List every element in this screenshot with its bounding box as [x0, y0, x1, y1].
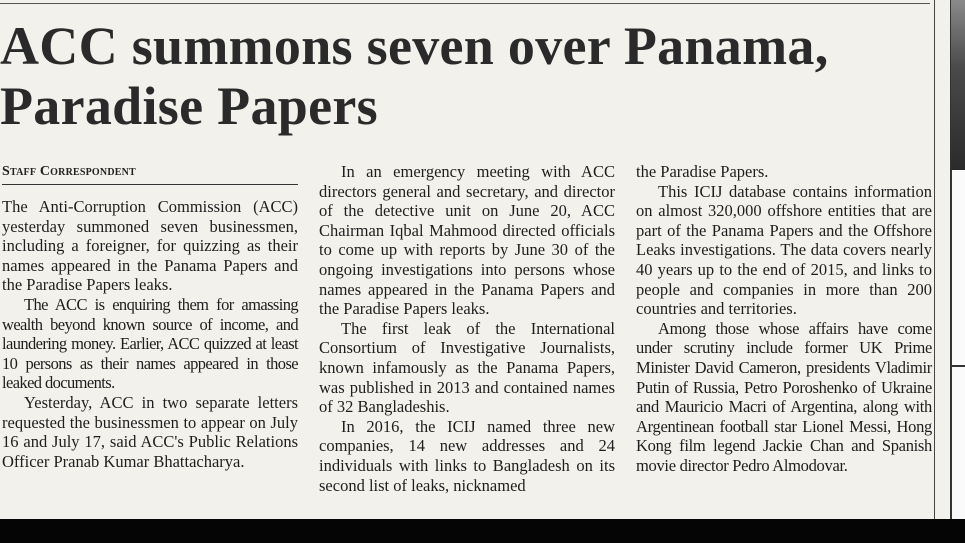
article-column-3	[636, 162, 932, 476]
adjacent-photo-edge	[951, 0, 965, 170]
headline-line-2: Paradise Papers	[0, 76, 378, 136]
paragraph: The ACC is enquiring them for amassing wealth beyond known source of income, and laundering money. Earlier, ACC quizzed at least 10 persons as their names appeared in those leaked documents.	[2, 294, 298, 393]
byline: Staff Correspondent	[2, 164, 298, 185]
paragraph: This ICIJ database contains information on almost 320,000 offshore entities that are part of the Panama Papers and the Offshore Leaks investigations. The data covers nearly 40 years up to the end of 2015, and links to people and companies in more than 200 countries and territories.	[636, 181, 932, 319]
paragraph: the Paradise Papers.	[636, 162, 769, 181]
headline	[0, 16, 940, 136]
paragraph: The first leak of the International Consortium of Investigative Journalists, known infamously as the Panama Papers, was published in 2013 and contained names of 32 Bangladeshis.	[319, 318, 615, 417]
article-column-2	[319, 162, 615, 495]
paragraph: Among those whose affairs have come under scrutiny include former UK Prime Minister David Cameron, presidents Vladimir Putin of Russia, Petro Poroshenko of Ukraine and Mauricio Macri of Argentina, along with Argentinean football star Lionel Messi, Hong Kong film legend Jackie Chan and Spanish movie director Pedro Almodovar.	[636, 318, 932, 475]
paragraph: In 2016, the ICIJ named three new companies, 14 new addresses and 24 individuals with links to Bangladesh on its second list of leaks, nicknamed	[319, 416, 615, 495]
scan-bottom-border	[0, 519, 965, 543]
paragraph: In an emergency meeting with ACC directors general and secretary, and director of the detective unit on June 20, ACC Chairman Iqbal Mahmood directed officials to come up with reports by June 30 of the ongoing investigations into persons whose names appeared in the Panama Papers and the Paradise Papers leaks.	[319, 162, 615, 319]
headline-line-1: ACC summons seven over Panama,	[0, 16, 829, 76]
adjacent-box-edge	[951, 365, 965, 517]
paragraph: Yesterday, ACC in two separate letters requested the businessmen to appear on July 16 and July 17, said ACC's Public Relations Officer Pranab Kumar Bhattacharya.	[2, 392, 298, 471]
article-column-1	[2, 197, 298, 471]
paragraph: The Anti-Corruption Commission (ACC) yesterday summoned seven businessmen, including a foreigner, for quizzing as their names appeared in the Panama Papers and the Paradise Papers leaks.	[2, 197, 298, 295]
top-rule	[0, 3, 930, 4]
